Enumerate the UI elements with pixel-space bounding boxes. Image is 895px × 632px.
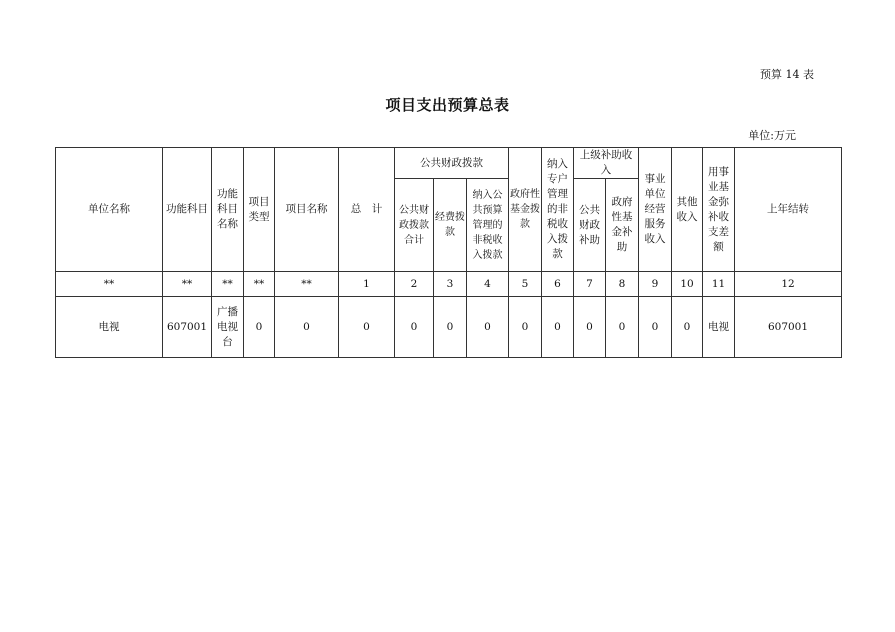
cell-fund-offset: 电视 — [703, 297, 735, 358]
index-cell: ** — [275, 272, 339, 297]
header-superior-subsidy: 上级补助收入 — [574, 148, 639, 179]
cell-business: 0 — [639, 297, 672, 358]
index-cell: 4 — [467, 272, 509, 297]
cell-proj-type: 0 — [244, 297, 275, 358]
cell-pf-total: 0 — [395, 297, 434, 358]
index-cell: 7 — [574, 272, 606, 297]
cell-other: 0 — [672, 297, 703, 358]
cell-special-nontax: 0 — [542, 297, 574, 358]
index-cell: 3 — [434, 272, 467, 297]
unit-label: 单位:万元 — [748, 129, 796, 142]
header-fund-offset: 用事业基金弥补收支差额 — [703, 148, 735, 272]
header-func-code: 功能科目 — [163, 148, 212, 272]
index-cell: 1 — [339, 272, 395, 297]
cell-proj-name: 0 — [275, 297, 339, 358]
index-cell: 9 — [639, 272, 672, 297]
index-cell: 5 — [509, 272, 542, 297]
page-title: 项目支出预算总表 — [385, 96, 510, 114]
index-cell: 8 — [606, 272, 639, 297]
cell-last-year: 607001 — [735, 297, 842, 358]
cell-total: 0 — [339, 297, 395, 358]
index-cell: 11 — [703, 272, 735, 297]
index-row — [56, 272, 842, 297]
header-business: 事业单位经营服务收入 — [639, 148, 672, 272]
header-pf-funds: 经费拨款 — [434, 179, 467, 272]
index-cell: 6 — [542, 272, 574, 297]
header-proj-name: 项目名称 — [275, 148, 339, 272]
header-total: 总 计 — [339, 148, 395, 272]
header-func-name: 功能科目名称 — [212, 148, 244, 272]
index-cell: ** — [212, 272, 244, 297]
header-last-year: 上年结转 — [735, 148, 842, 272]
table-row — [56, 297, 842, 358]
cell-func-name: 广播电视台 — [212, 297, 244, 358]
cell-pf-funds: 0 — [434, 297, 467, 358]
index-cell: ** — [163, 272, 212, 297]
cell-gov-fund: 0 — [509, 297, 542, 358]
header-sub-gov: 政府性基金补助 — [606, 179, 639, 272]
header-special-nontax: 纳入专户管理的非税收入拨款 — [542, 148, 574, 272]
cell-func-code: 607001 — [163, 297, 212, 358]
budget-table — [55, 147, 842, 358]
index-cell: 2 — [395, 272, 434, 297]
cell-unit-name: 电视 — [56, 297, 163, 358]
index-cell: 10 — [672, 272, 703, 297]
header-gov-fund: 政府性基金拨款 — [509, 148, 542, 272]
index-cell: ** — [244, 272, 275, 297]
cell-sub-gov: 0 — [606, 297, 639, 358]
table-number: 预算 14 表 — [760, 68, 814, 81]
index-cell: ** — [56, 272, 163, 297]
cell-sub-public: 0 — [574, 297, 606, 358]
header-row-1 — [56, 148, 842, 179]
header-public-finance: 公共财政拨款 — [395, 148, 509, 179]
index-cell: 12 — [735, 272, 842, 297]
header-sub-public: 公共财政补助 — [574, 179, 606, 272]
header-proj-type: 项目类型 — [244, 148, 275, 272]
header-unit-name: 单位名称 — [56, 148, 163, 272]
cell-pf-nontax: 0 — [467, 297, 509, 358]
header-other: 其他收入 — [672, 148, 703, 272]
header-pf-total: 公共财政拨款合计 — [395, 179, 434, 272]
header-pf-nontax: 纳入公共预算管理的非税收入拨款 — [467, 179, 509, 272]
